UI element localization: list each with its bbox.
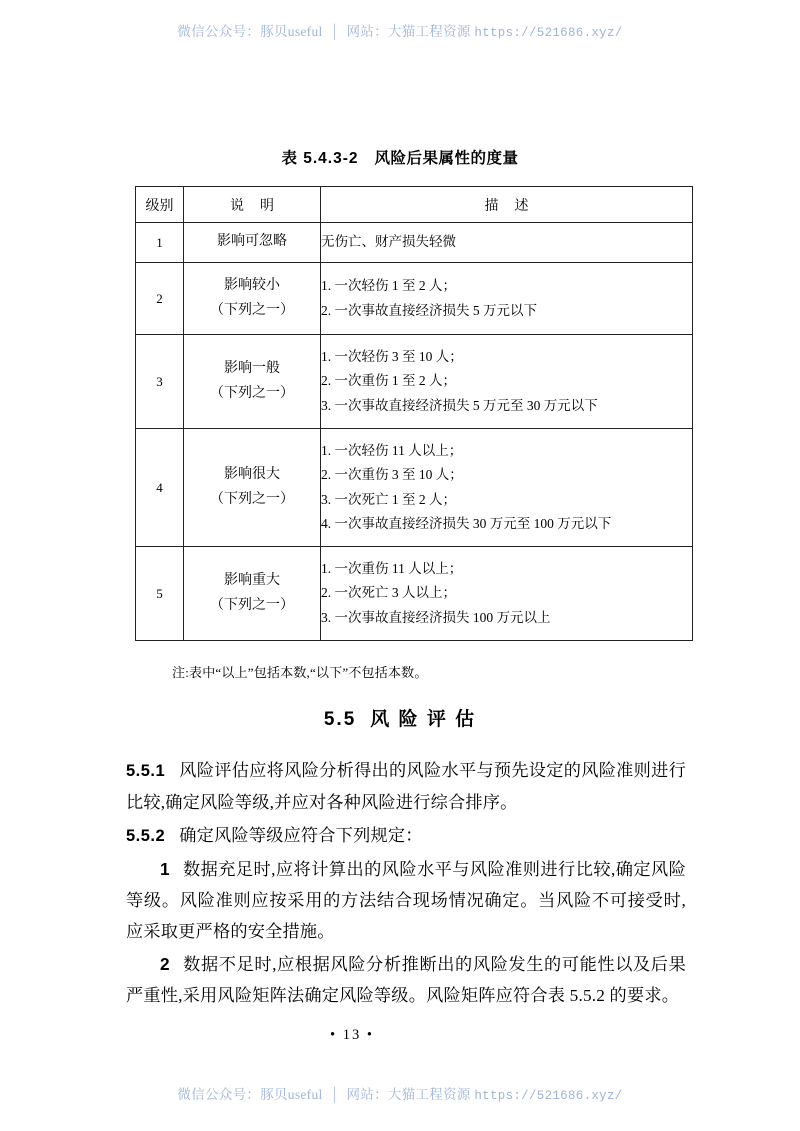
table-row xyxy=(136,429,693,547)
section-heading xyxy=(0,704,800,731)
cell-explanation xyxy=(184,335,321,429)
watermark-wechat-label: 微信公众号：豚贝useful xyxy=(177,1087,323,1102)
watermark-separator: │ xyxy=(329,1087,340,1102)
column-header-level-char2: 别 xyxy=(159,198,174,214)
description-item: 1. 一次重伤 11 人以上； xyxy=(321,561,463,577)
list-item-text: 数据充足时,应将计算出的风险水平与风险准则进行比较,确定风险等级。风险准则应按采用的方法结合现场情况确定。当风险不可接受时,应采取更严格的安全措施。 xyxy=(126,860,686,941)
watermark-site-label: 网站：大猫工程资源 xyxy=(346,1087,471,1102)
column-header-description-char1: 描 xyxy=(484,198,499,214)
table-row xyxy=(136,263,693,335)
description-item: 2. 一次事故直接经济损失 5 万元以下 xyxy=(321,302,537,318)
list-item-2 xyxy=(126,949,686,1011)
column-header-description-char2: 述 xyxy=(514,198,529,214)
watermark-url: https://521686.xyz/ xyxy=(474,26,623,40)
description-item: 4. 一次事故直接经济损失 30 万元至 100 万元以下 xyxy=(321,515,612,531)
explanation-line: （下列之一） xyxy=(210,491,294,507)
cell-explanation xyxy=(184,223,321,263)
paragraph-number: 5.5.2 xyxy=(126,827,166,845)
cell-level: 5 xyxy=(136,547,184,641)
paragraph-text: 风险评估应将风险分析得出的风险水平与预先设定的风险准则进行比较,确定风险等级,并应对各种风险进行综合排序。 xyxy=(126,761,686,812)
table-row xyxy=(136,335,693,429)
watermark-top xyxy=(0,20,800,40)
description-item: 3. 一次事故直接经济损失 5 万元至 30 万元以下 xyxy=(321,397,598,413)
section-number: 5.5 xyxy=(323,709,357,730)
section-title: 风 险 评 估 xyxy=(370,709,477,730)
description-item: 2. 一次重伤 3 至 10 人； xyxy=(321,467,463,483)
description-item: 3. 一次事故直接经济损失 100 万元以上 xyxy=(321,609,551,625)
table-row xyxy=(136,223,693,263)
body-text-block xyxy=(126,755,686,1013)
description-item: 1. 一次轻伤 1 至 2 人； xyxy=(321,278,456,294)
table-caption-number: 表 5.4.3-2 xyxy=(281,150,359,167)
description-item: 2. 一次重伤 1 至 2 人； xyxy=(321,373,456,389)
list-item-number: 1 xyxy=(160,859,170,879)
column-header-explanation-char2: 明 xyxy=(260,198,274,214)
column-header-explanation xyxy=(184,187,321,223)
list-item-text: 数据不足时,应根据风险分析推断出的风险发生的可能性以及后果严重性,采用风险矩阵法确定风险等级。风险矩阵应符合表 5.5.2 的要求。 xyxy=(126,955,686,1005)
explanation-line: 影响很大 xyxy=(224,467,280,482)
list-item-number: 2 xyxy=(160,954,170,974)
table-body xyxy=(136,223,693,641)
explanation-line: （下列之一） xyxy=(210,597,294,613)
paragraph-text: 确定风险等级应符合下列规定： xyxy=(179,826,423,845)
paragraph-number: 5.5.1 xyxy=(126,762,166,780)
table-header xyxy=(136,187,693,223)
explanation-line: （下列之一） xyxy=(210,385,294,401)
description-item: 1. 一次轻伤 3 至 10 人； xyxy=(321,349,463,365)
cell-explanation xyxy=(184,263,321,335)
cell-description xyxy=(321,263,693,335)
watermark-url: https://521686.xyz/ xyxy=(474,1089,623,1103)
cell-explanation xyxy=(184,547,321,641)
cell-explanation xyxy=(184,429,321,547)
watermark-separator: │ xyxy=(329,24,340,39)
description-item: 1. 一次轻伤 11 人以上； xyxy=(321,443,463,459)
cell-level: 2 xyxy=(136,263,184,335)
cell-description xyxy=(321,223,693,263)
paragraph-5-5-2 xyxy=(126,820,686,852)
column-header-level xyxy=(136,187,184,223)
column-header-level-char1: 级 xyxy=(145,198,160,214)
column-header-description xyxy=(321,187,693,223)
watermark-site-label: 网站：大猫工程资源 xyxy=(346,24,471,39)
paragraph-5-5-1 xyxy=(126,755,686,818)
description-item: 2. 一次死亡 3 人以上； xyxy=(321,585,456,601)
table-caption xyxy=(0,146,800,168)
cell-description xyxy=(321,335,693,429)
column-header-explanation-char1: 说 xyxy=(230,198,244,214)
description-item: 3. 一次死亡 1 至 2 人； xyxy=(321,491,456,507)
table-caption-title: 风险后果属性的度量 xyxy=(374,150,519,167)
description-item: 无伤亡、财产损失轻微 xyxy=(321,234,456,250)
explanation-line: 影响较小 xyxy=(224,278,280,293)
watermark-bottom xyxy=(0,1083,800,1103)
cell-level: 3 xyxy=(136,335,184,429)
page-number: • 13 • xyxy=(330,1027,374,1043)
cell-description xyxy=(321,429,693,547)
watermark-wechat-label: 微信公众号：豚贝useful xyxy=(177,24,323,39)
explanation-line: 影响一般 xyxy=(224,361,280,376)
table-header-row xyxy=(136,187,693,223)
list-item-1 xyxy=(126,854,686,947)
explanation-line: （下列之一） xyxy=(210,302,294,318)
explanation-line: 影响重大 xyxy=(224,573,280,588)
risk-consequence-table xyxy=(135,186,693,641)
cell-level: 1 xyxy=(136,223,184,263)
explanation-line: 影响可忽略 xyxy=(217,234,287,250)
table-row xyxy=(136,547,693,641)
table-note: 注:表中“以上”包括本数,“以下”不包括本数。 xyxy=(172,665,428,680)
cell-description xyxy=(321,547,693,641)
cell-level: 4 xyxy=(136,429,184,547)
